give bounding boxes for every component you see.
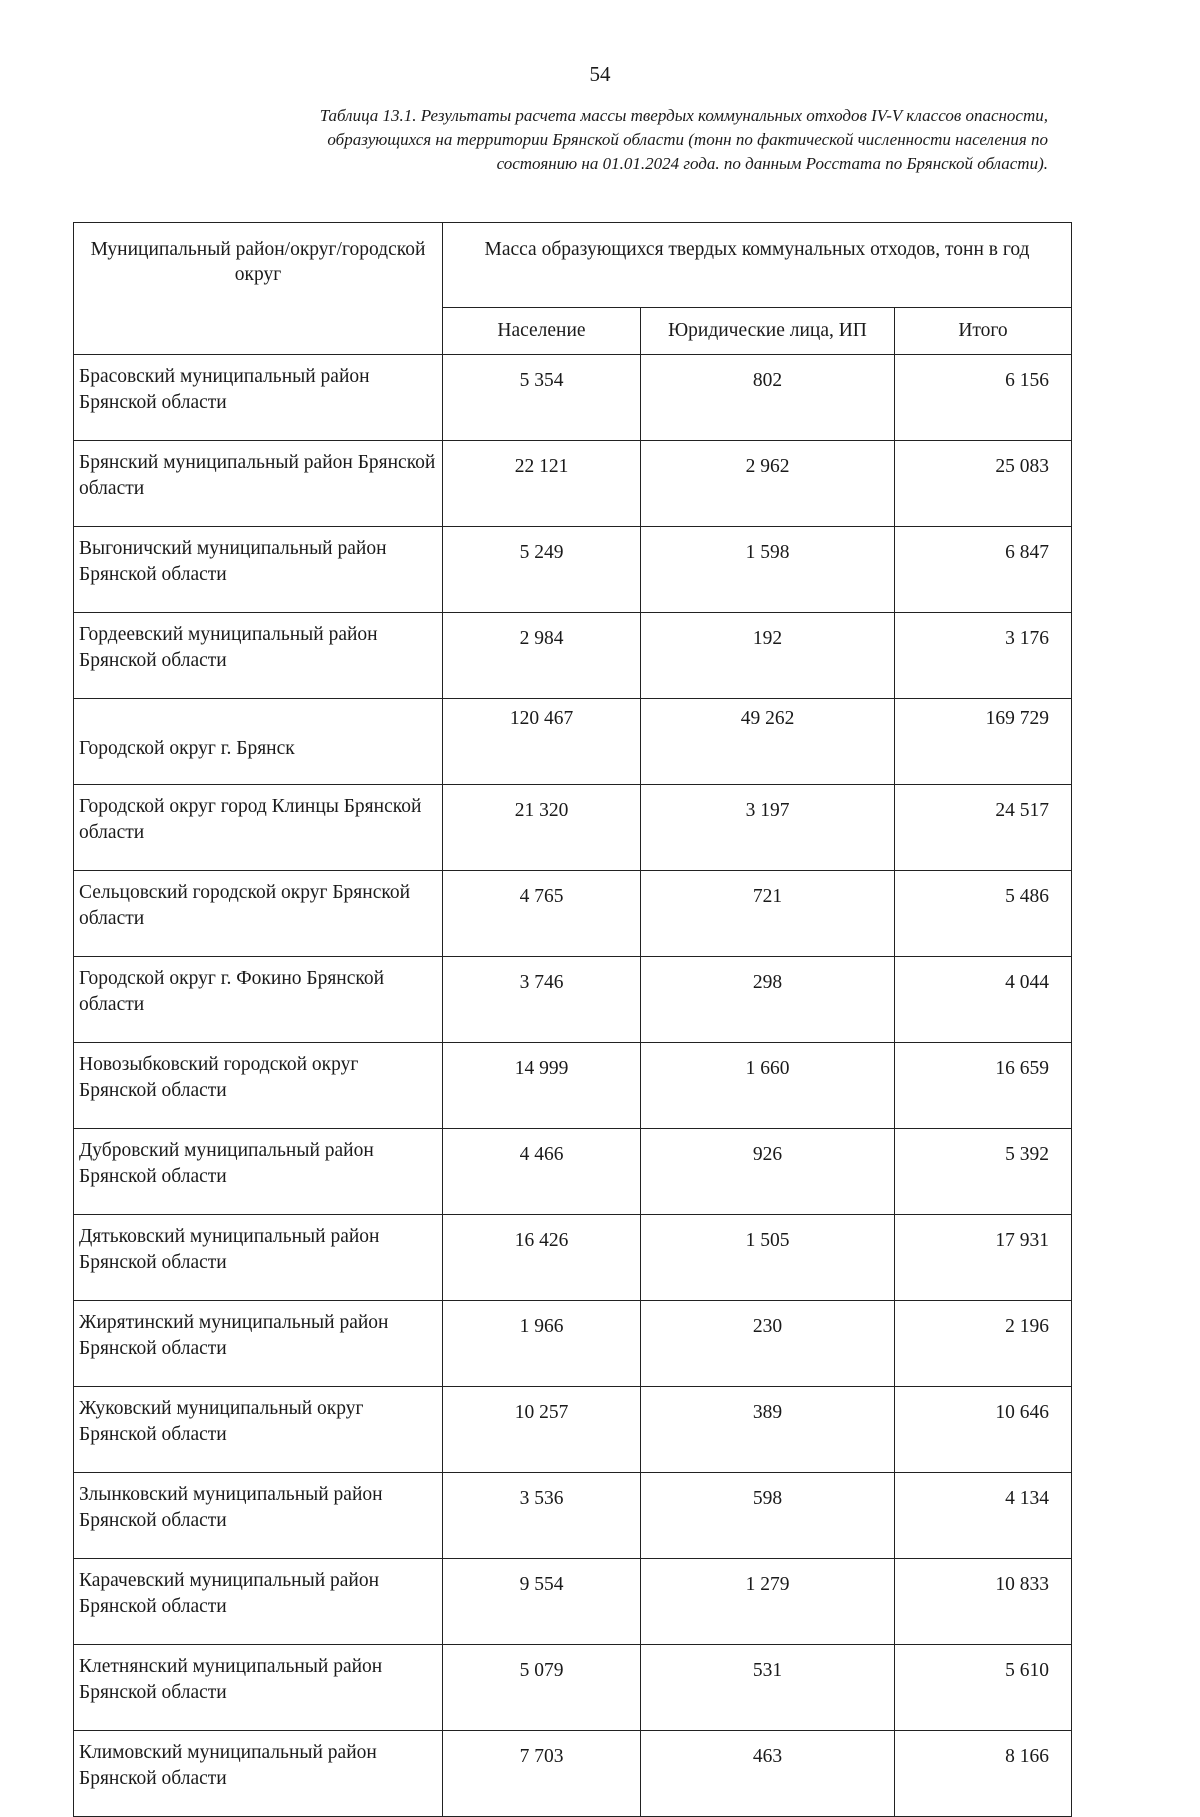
caption-line-1: Таблица 13.1. Результаты расчета массы твердых коммунальных отходов IV-V классов опасности,: [319, 106, 1048, 125]
legal-entities-cell: 1 660: [641, 1043, 895, 1129]
legal-entities-cell: 463: [641, 1731, 895, 1817]
population-cell: 9 554: [443, 1559, 641, 1645]
table-row: [74, 1129, 1072, 1215]
table-row: [74, 1473, 1072, 1559]
legal-entities-cell: 721: [641, 871, 895, 957]
legal-entities-cell: 598: [641, 1473, 895, 1559]
table-caption: [140, 104, 1048, 176]
total-cell: 5 486: [895, 871, 1072, 957]
population-cell: 5 249: [443, 527, 641, 613]
total-cell: 4 044: [895, 957, 1072, 1043]
legal-entities-cell: 298: [641, 957, 895, 1043]
table-row: [74, 1215, 1072, 1301]
legal-entities-cell: 1 505: [641, 1215, 895, 1301]
total-cell: 5 610: [895, 1645, 1072, 1731]
table-row: [74, 527, 1072, 613]
district-name-cell: Жуковский муниципальный округ Брянской области: [74, 1387, 443, 1473]
legal-entities-cell: 192: [641, 613, 895, 699]
total-cell: 8 166: [895, 1731, 1072, 1817]
legal-entities-cell: 926: [641, 1129, 895, 1215]
population-cell: 4 765: [443, 871, 641, 957]
table-row: [74, 1387, 1072, 1473]
table-body: [74, 355, 1072, 1817]
table-row: [74, 699, 1072, 785]
total-cell: 16 659: [895, 1043, 1072, 1129]
legal-entities-cell: 230: [641, 1301, 895, 1387]
header-population: Население: [443, 308, 641, 355]
table-row: [74, 871, 1072, 957]
population-cell: 5 079: [443, 1645, 641, 1731]
total-cell: 24 517: [895, 785, 1072, 871]
population-cell: 4 466: [443, 1129, 641, 1215]
legal-entities-cell: 802: [641, 355, 895, 441]
district-name-cell: Городской округ г. Фокино Брянской области: [74, 957, 443, 1043]
table-row: [74, 1301, 1072, 1387]
caption-line-3: состоянию на 01.01.2024 года. по данным Росстата по Брянской области).: [496, 154, 1048, 173]
table-row: [74, 355, 1072, 441]
total-cell: 169 729: [895, 699, 1072, 785]
table-row: [74, 957, 1072, 1043]
waste-mass-table: [73, 222, 1072, 1817]
district-name-cell: Брасовский муниципальный район Брянской области: [74, 355, 443, 441]
district-name-cell: Гордеевский муниципальный район Брянской области: [74, 613, 443, 699]
district-name-cell: Клетнянский муниципальный район Брянской области: [74, 1645, 443, 1731]
total-cell: 3 176: [895, 613, 1072, 699]
total-cell: 6 156: [895, 355, 1072, 441]
table-row: [74, 1043, 1072, 1129]
district-name-cell: Карачевский муниципальный район Брянской области: [74, 1559, 443, 1645]
header-district: Муниципальный район/округ/городской округ: [74, 223, 443, 355]
district-name-cell: Брянский муниципальный район Брянской области: [74, 441, 443, 527]
population-cell: 7 703: [443, 1731, 641, 1817]
legal-entities-cell: 1 598: [641, 527, 895, 613]
legal-entities-cell: 389: [641, 1387, 895, 1473]
district-name-cell: Выгоничский муниципальный район Брянской области: [74, 527, 443, 613]
population-cell: 16 426: [443, 1215, 641, 1301]
district-name-cell: Сельцовский городской округ Брянской области: [74, 871, 443, 957]
header-mass: Масса образующихся твердых коммунальных отходов, тонн в год: [443, 223, 1072, 308]
table-row: [74, 1645, 1072, 1731]
header-total: Итого: [895, 308, 1072, 355]
legal-entities-cell: 1 279: [641, 1559, 895, 1645]
district-name-cell: Новозыбковский городской округ Брянской области: [74, 1043, 443, 1129]
district-name-cell: Городской округ г. Брянск: [74, 699, 443, 785]
district-name-cell: Климовский муниципальный район Брянской области: [74, 1731, 443, 1817]
population-cell: 10 257: [443, 1387, 641, 1473]
population-cell: 2 984: [443, 613, 641, 699]
legal-entities-cell: 2 962: [641, 441, 895, 527]
population-cell: 3 536: [443, 1473, 641, 1559]
table-row: [74, 1559, 1072, 1645]
population-cell: 120 467: [443, 699, 641, 785]
total-cell: 25 083: [895, 441, 1072, 527]
district-name-cell: Дятьковский муниципальный район Брянской области: [74, 1215, 443, 1301]
district-name-cell: Дубровский муниципальный район Брянской области: [74, 1129, 443, 1215]
total-cell: 4 134: [895, 1473, 1072, 1559]
table-row: [74, 613, 1072, 699]
total-cell: 10 646: [895, 1387, 1072, 1473]
population-cell: 5 354: [443, 355, 641, 441]
caption-line-2: образующихся на территории Брянской области (тонн по фактической численности населения по: [327, 130, 1048, 149]
header-legal: Юридические лица, ИП: [641, 308, 895, 355]
table-row: [74, 785, 1072, 871]
district-name-cell: Жирятинский муниципальный район Брянской области: [74, 1301, 443, 1387]
total-cell: 2 196: [895, 1301, 1072, 1387]
legal-entities-cell: 531: [641, 1645, 895, 1731]
legal-entities-cell: 3 197: [641, 785, 895, 871]
total-cell: 17 931: [895, 1215, 1072, 1301]
table-row: [74, 441, 1072, 527]
table-row: [74, 1731, 1072, 1817]
population-cell: 14 999: [443, 1043, 641, 1129]
legal-entities-cell: 49 262: [641, 699, 895, 785]
total-cell: 10 833: [895, 1559, 1072, 1645]
district-name-cell: Городской округ город Клинцы Брянской области: [74, 785, 443, 871]
total-cell: 6 847: [895, 527, 1072, 613]
population-cell: 21 320: [443, 785, 641, 871]
total-cell: 5 392: [895, 1129, 1072, 1215]
district-name-cell: Злынковский муниципальный район Брянской области: [74, 1473, 443, 1559]
population-cell: 3 746: [443, 957, 641, 1043]
population-cell: 22 121: [443, 441, 641, 527]
population-cell: 1 966: [443, 1301, 641, 1387]
page-number: 54: [589, 62, 611, 86]
